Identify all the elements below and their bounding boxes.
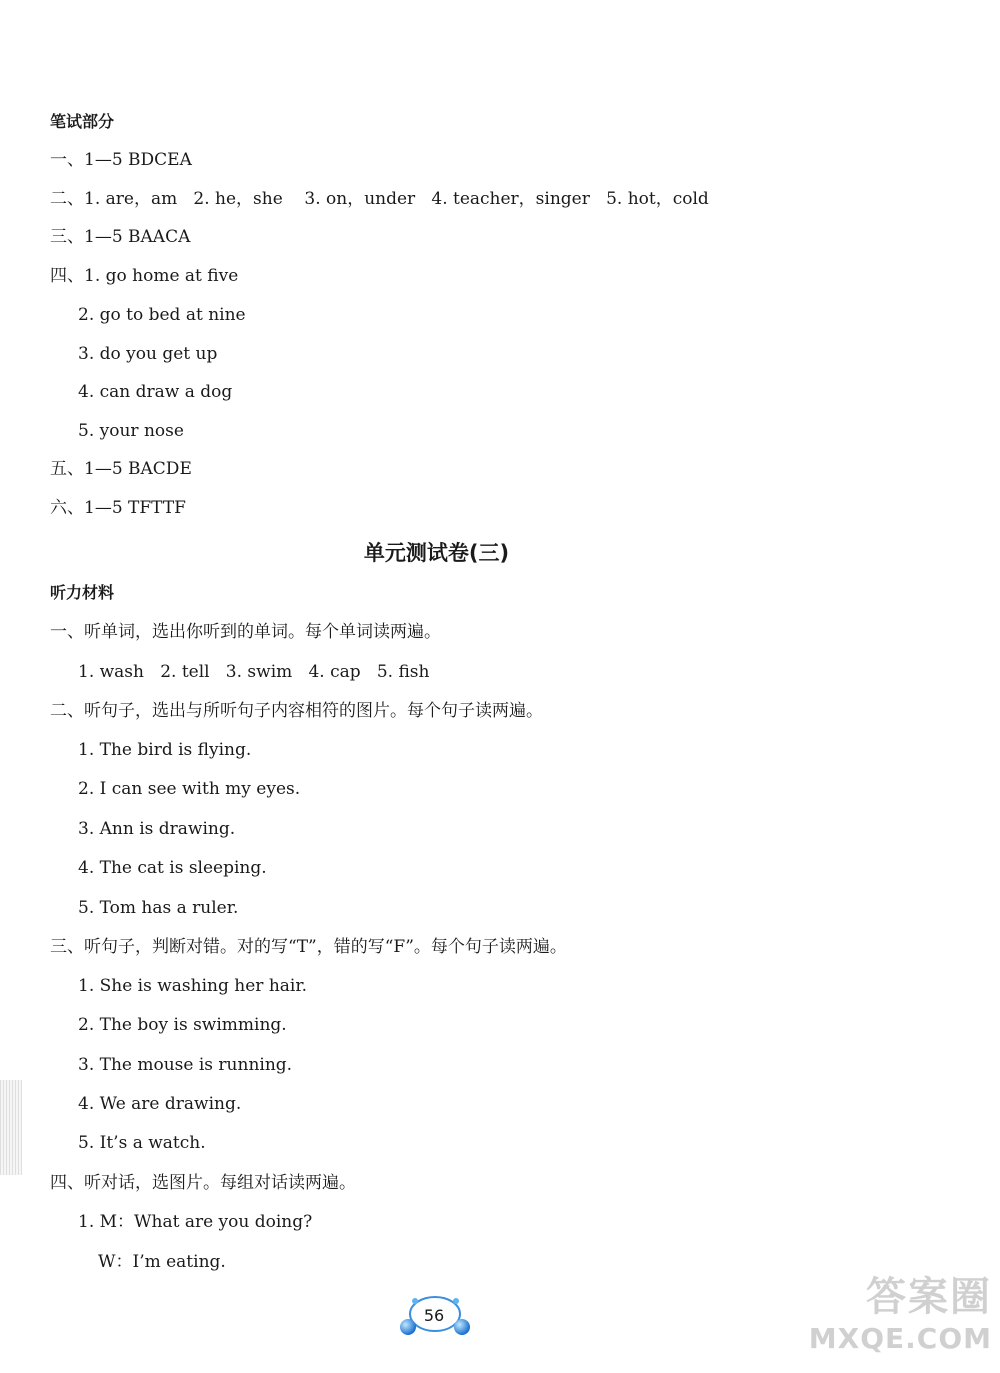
answer-line: 一、1—5 BDCEA — [50, 150, 192, 170]
listening-line: 1. She is washing her hair. — [78, 976, 308, 996]
written-section-heading: 笔试部分 — [50, 112, 115, 131]
watermark-bottom: MXQE.COM — [808, 1322, 992, 1355]
listening-line: 4. We are drawing. — [78, 1094, 242, 1114]
listening-line: 2. I can see with my eyes. — [78, 779, 301, 799]
question-instruction: 四、听对话，选图片。每组对话读两遍。 — [50, 1173, 356, 1193]
answer-line: 四、1. go home at five — [50, 266, 239, 286]
unit-test-title: 单元测试卷(三) — [363, 541, 510, 565]
listening-line: 1. M：What are you doing? — [78, 1212, 313, 1232]
answer-line: 五、1—5 BACDE — [50, 459, 192, 479]
answer-line: 三、1—5 BAACA — [50, 227, 191, 247]
question-instruction: 一、听单词，选出你听到的单词。每个单词读两遍。 — [50, 622, 441, 642]
answer-line: 六、1—5 TFTTF — [50, 498, 186, 518]
listening-line: 1. The bird is flying. — [78, 740, 252, 760]
answer-line: 4. can draw a dog — [78, 382, 233, 402]
listening-heading: 听力材料 — [50, 583, 115, 602]
answer-line: 5. your nose — [78, 421, 184, 441]
listening-line: 5. Tom has a ruler. — [78, 898, 239, 918]
listening-line: 5. It’s a watch. — [78, 1133, 206, 1153]
answer-line: 二、1. are，am 2. he，she 3. on，under 4. teacher，singer 5. hot，cold — [50, 189, 709, 209]
listening-line: 2. The boy is swimming. — [78, 1015, 287, 1035]
page-number: 56 — [423, 1306, 445, 1325]
listening-line: W：I’m eating. — [98, 1252, 226, 1272]
question-instruction: 二、听句子，选出与所听句子内容相符的图片。每个句子读两遍。 — [50, 701, 543, 721]
listening-line: 3. Ann is drawing. — [78, 819, 236, 839]
watermark-top: 答案圈 — [866, 1274, 992, 1320]
page-number-badge — [398, 1292, 472, 1342]
answer-line: 2. go to bed at nine — [78, 305, 246, 325]
answer-line: 3. do you get up — [78, 344, 218, 364]
listening-line: 3. The mouse is running. — [78, 1055, 293, 1075]
scan-edge-artifact — [0, 1080, 22, 1175]
listening-line: 1. wash 2. tell 3. swim 4. cap 5. fish — [78, 662, 430, 682]
watermark-logo — [809, 1265, 992, 1355]
question-instruction: 三、听句子，判断对错。对的写“T”，错的写“F”。每个句子读两遍。 — [50, 937, 567, 957]
listening-line: 4. The cat is sleeping. — [78, 858, 267, 878]
